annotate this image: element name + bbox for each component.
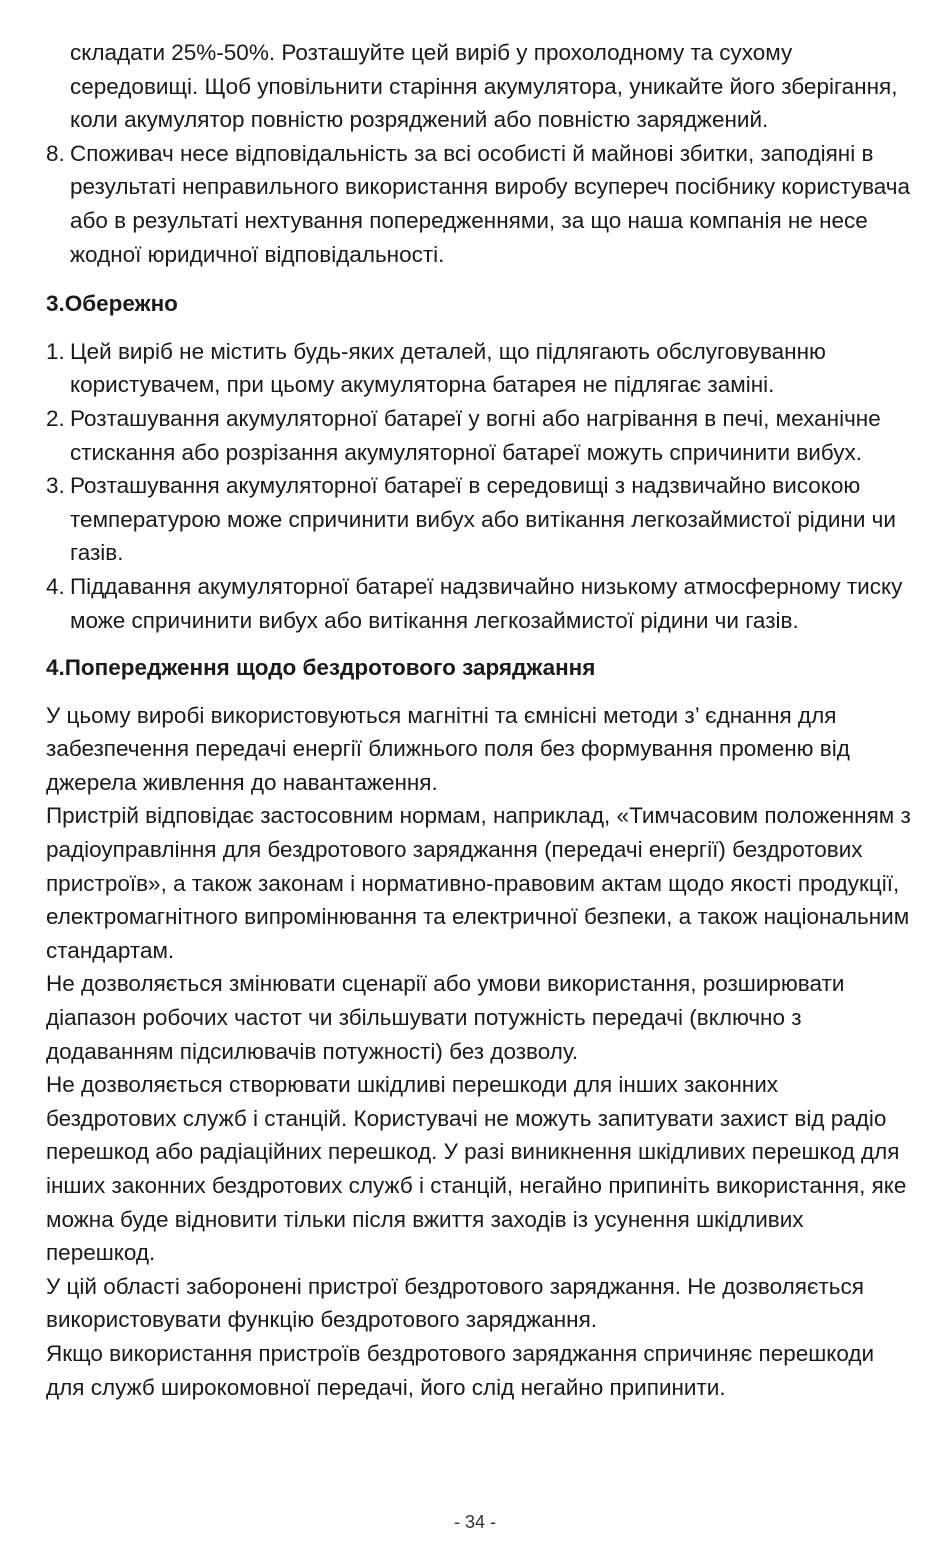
list-item-text: Споживач несе відповідальність за всі особисті й майнові збитки, заподіяні в результаті неправильного використання виробу всупереч посібнику користувача або в результаті нехтування попередженнями, за що наша компанія не несе жодної юридичної відповідальності. [70,140,911,267]
list-item-text: Цей виріб не містить будь-яких деталей, що підлягають обслуговуванню користувачем, при цьому акумуляторна батарея не підлягає заміні. [70,338,826,398]
list-item-number: 2. [46,405,65,431]
list-item-number: 1. [46,338,65,364]
list-item-number: 4. [46,573,65,599]
page-number: - 34 - [453,1512,496,1532]
list-item [46,402,914,469]
paragraph: У цій області заборонені пристрої бездротового заряджання. Не дозволяється використовувати функцію бездротового заряджання. [46,1273,864,1333]
paragraph: Пристрій відповідає застосовним нормам, наприклад, «Тимчасовим положенням з радіоуправління для бездротового заряджання (передачі енергії) бездротових пристроїв», а також законам і нормативно-правовим актам щодо якості продукції, електромагнітного випромінювання та електричної безпеки, а також національним стандартам. [46,803,911,963]
paragraph: У цьому виробі використовуються магнітні та ємнісні методи з’ єднання для забезпечення передачі енергії ближнього поля без формування променю від джерела живлення до навантаження. [46,702,850,795]
list-item [46,570,914,637]
paragraph: Не дозволяється змінювати сценарії або умови використання, розширювати діапазон робочих частот чи збільшувати потужність передачі (включно з додаванням підсилювачів потужності) без дозволу. [46,971,845,1064]
list-item-continuation: складати 25%-50%. Розташуйте цей виріб у прохолодному та сухому середовищі. Щоб уповільнити старіння акумулятора, уникайте його зберігання, коли акумулятор повністю розряджений або повністю заряджений. [70,40,898,133]
paragraph: Не дозволяється створювати шкідливі перешкоди для інших законних бездротових служб і станцій. Користувачі не можуть запитувати захист від радіо перешкод або радіаційних перешкод. У разі виникнення шкідливих перешкод для інших законних бездротових служб і станцій, негайно припиніть використання, яке можна буде відновити тільки після вжиття заходів із усунення шкідливих перешкод. [46,1072,907,1266]
list-item [46,137,914,271]
list-item-text: Розташування акумуляторної батареї у вогні або нагрівання в печі, механічне стискання або розрізання акумуляторної батареї можуть спричинити вибух. [70,405,881,465]
list-item-text: Розташування акумуляторної батареї в середовищі з надзвичайно високою температурою може спричинити вибух або витікання легкозаймистої рідини чи газів. [70,473,896,566]
section-heading-caution: 3.Обережно [46,291,178,317]
list-item-number: 3. [46,473,65,499]
list-item-text: Піддавання акумуляторної батареї надзвичайно низькому атмосферному тиску може спричинити вибух або витікання легкозаймистої рідини чи газів. [70,573,903,633]
list-item-number: 8. [46,140,65,166]
paragraph: Якщо використання пристроїв бездротового заряджання спричиняє перешкоди для служб широкомовної передачі, його слід негайно припинити. [46,1340,875,1400]
list-item [46,335,914,402]
list-item [46,469,914,570]
document-page [46,36,914,1404]
section-heading-wireless-charging: 4.Попередження щодо бездротового заряджання [46,655,596,681]
